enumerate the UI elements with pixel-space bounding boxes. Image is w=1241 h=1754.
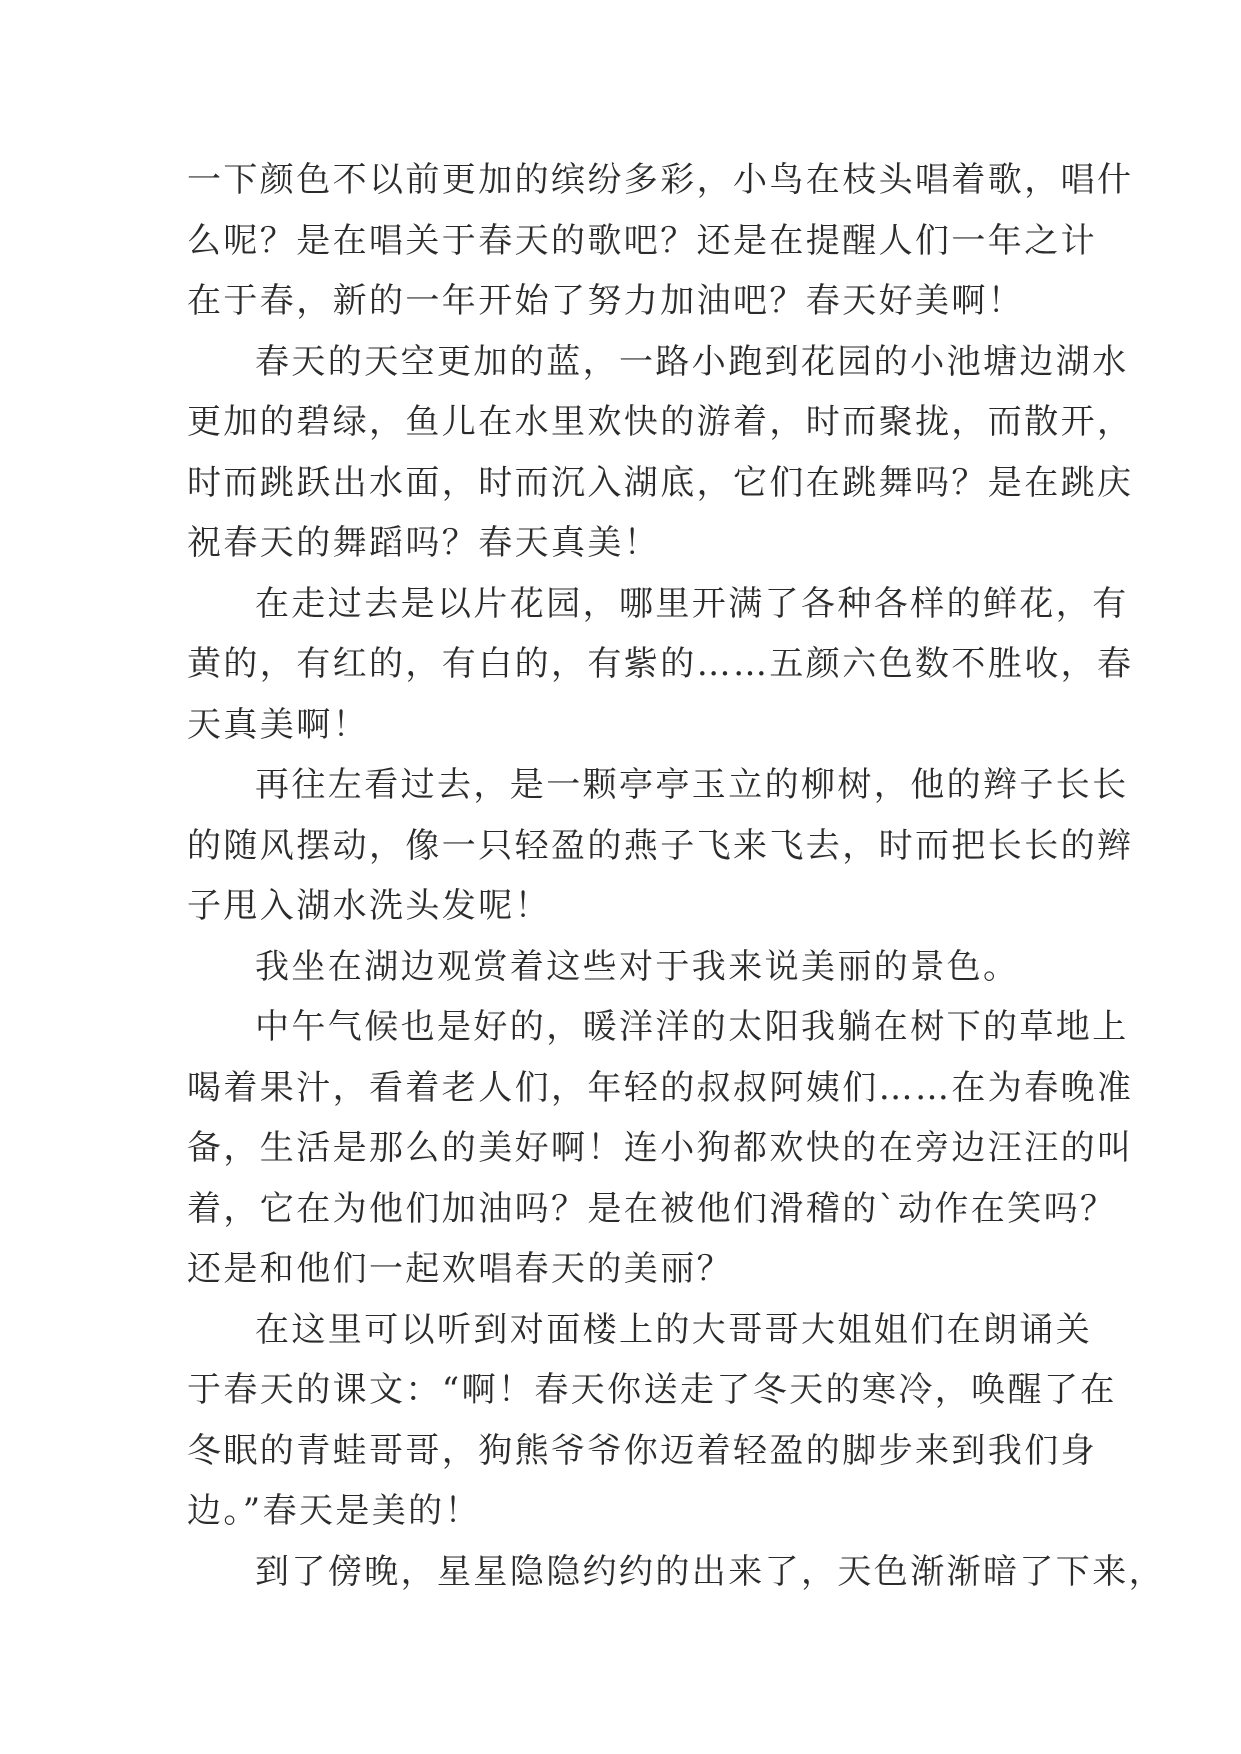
text-line: 么呢？是在唱关于春天的歌吧？还是在提醒人们一年之计: [187, 220, 1097, 261]
text-line: 天真美啊！: [187, 704, 369, 745]
text-line: 子甩入湖水洗头发呢！: [187, 886, 551, 926]
text-line: 在于春，新的一年开始了努力加油吧？春天好美啊！: [187, 281, 1025, 321]
document-body: [187, 150, 1165, 1602]
text-line: 祝春天的舞蹈吗？春天真美！: [187, 523, 661, 563]
paragraph-first-line: 在这里可以听到对面楼上的大哥哥大姐姐们在朗诵关: [255, 1309, 1093, 1350]
text-line: 还是和他们一起欢唱春天的美丽？: [187, 1249, 733, 1289]
paragraph-first-line: 春天的天空更加的蓝，一路小跑到花园的小池塘边湖水: [255, 341, 1129, 382]
text-line: 冬眠的青蛙哥哥，狗熊爷爷你迈着轻盈的脚步来到我们身: [187, 1430, 1097, 1471]
text-line: 黄的，有红的，有白的，有紫的……五颜六色数不胜收，春: [187, 644, 1134, 684]
text-line: 一下颜色不以前更加的缤纷多彩，小鸟在枝头唱着歌，唱什: [187, 160, 1134, 200]
text-line: 时而跳跃出水面，时而沉入湖底，它们在跳舞吗？是在跳庆: [187, 462, 1134, 503]
text-line: 边。”春天是美的！: [187, 1491, 481, 1531]
paragraph-first-line: 我坐在湖边观赏着这些对于我来说美丽的景色。: [255, 946, 1020, 987]
paragraph-first-line: 在走过去是以片花园，哪里开满了各种各样的鲜花，有: [255, 583, 1129, 624]
paragraph-first-line: 中午气候也是好的，暖洋洋的太阳我躺在树下的草地上: [255, 1007, 1129, 1047]
text-line: 更加的碧绿，鱼儿在水里欢快的游着，时而聚拢，而散开，: [187, 402, 1134, 442]
text-line: 着，它在为他们加油吗？是在被他们滑稽的`动作在笑吗？: [187, 1188, 1117, 1229]
paragraph-first-line: 再往左看过去，是一颗亭亭玉立的柳树，他的辫子长长: [255, 765, 1129, 805]
text-line: 于春天的课文：“啊！春天你送走了冬天的寒冷，唤醒了在: [187, 1370, 1117, 1410]
paragraph-first-line: 到了傍晚，星星隐隐约约的出来了，天色渐渐暗了下来，: [255, 1551, 1165, 1592]
text-line: 的随风摆动，像一只轻盈的燕子飞来飞去，时而把长长的辫: [187, 825, 1134, 866]
text-line: 备，生活是那么的美好啊！连小狗都欢快的在旁边汪汪的叫: [187, 1128, 1134, 1168]
text-line: 喝着果汁，看着老人们，年轻的叔叔阿姨们……在为春晚准: [187, 1067, 1134, 1108]
